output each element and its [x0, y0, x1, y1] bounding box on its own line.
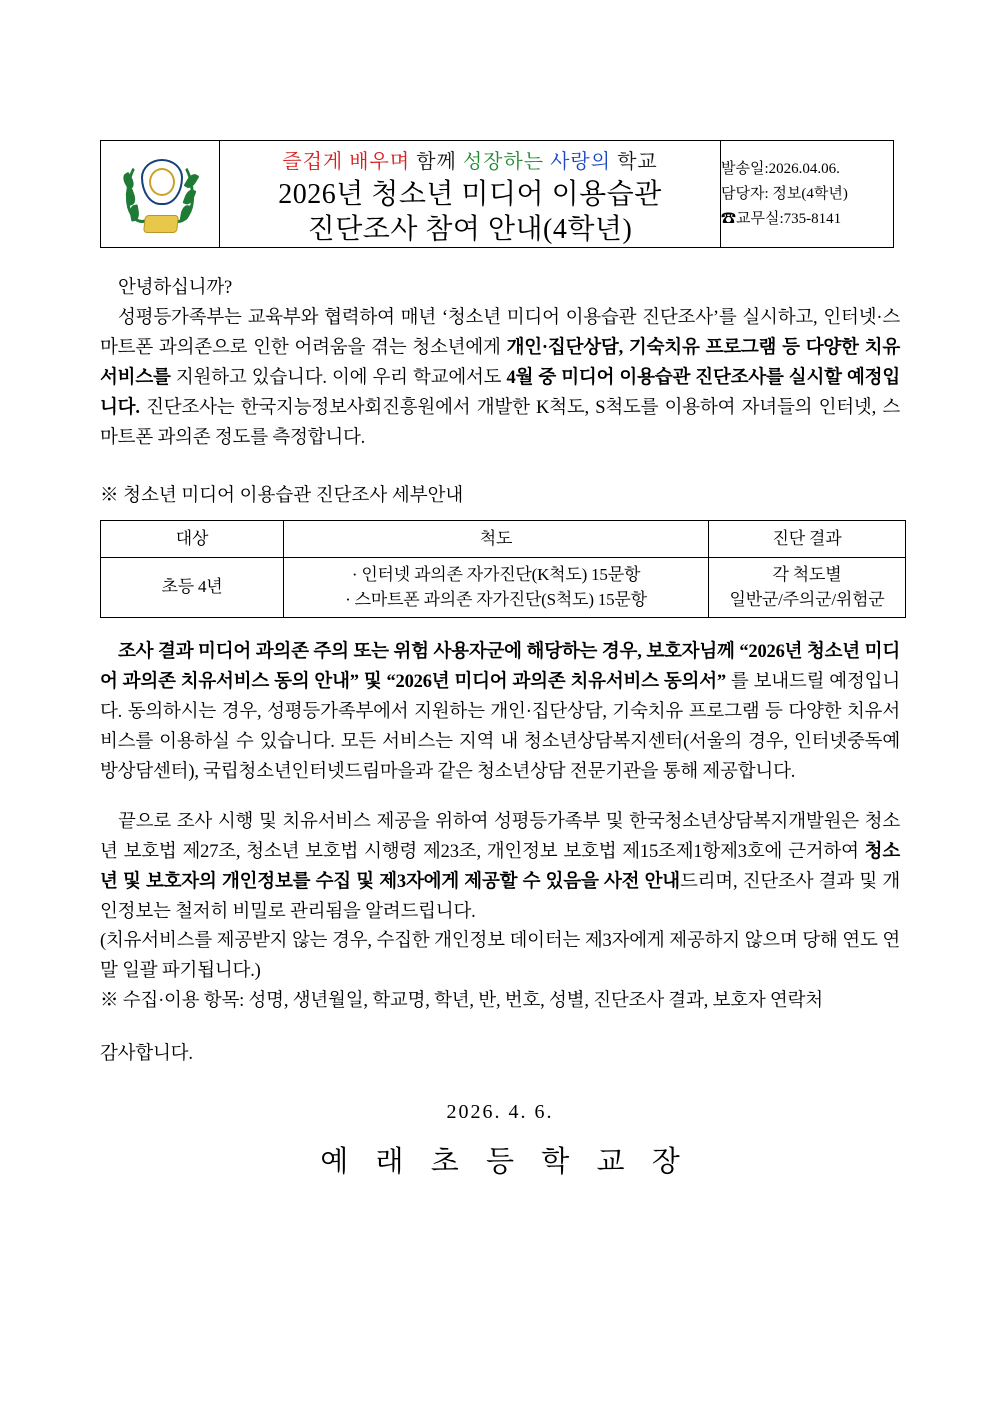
paragraph-1 — [100, 304, 900, 454]
meta-cell — [721, 141, 894, 248]
paragraph-1-text-a: 성평등가족부는 교육부와 협력하여 매년 ‘청소년 미디어 이용습관 진단조사’를 실시하고, 인터넷·스마트폰 과의존으로 인한 어려움을 겪는 청소년에게 — [100, 308, 900, 359]
title-cell — [220, 141, 721, 248]
signature-date: 2026. 4. 6. — [446, 1101, 554, 1124]
scale-item-1: · 인터넷 과의존 자가진단(K척도) 15문항 — [351, 564, 641, 584]
scale-item-2: · 스마트폰 과의존 자가진단(S척도) 15문항 — [345, 590, 647, 610]
cell-target: 초등 4년 — [101, 557, 284, 617]
signature-name: 예 래 초 등 학 교 장 — [320, 1145, 690, 1178]
manager: 담당자: 정보(4학년) — [721, 185, 848, 202]
column-header-result: 진단 결과 — [709, 521, 906, 558]
greeting-paragraph: 안녕하십니까? — [118, 278, 233, 299]
slogan-part-1: 즐겁게 배우며 — [282, 151, 417, 173]
paragraph-1-bold-a: 개인·집단상담, 기숙치유 프로그램 등 다양한 치유서비스를 — [100, 338, 900, 389]
cell-result — [709, 557, 906, 617]
slogan-part-6: 학교 — [617, 151, 658, 173]
paragraph-2 — [100, 638, 900, 788]
paragraph-2-bold-a: 조사 결과 미디어 과의존 주의 또는 위험 사용자군에 해당하는 경우, 보호자님께 “2026년 청소년 미디어 과의존 치유서비스 동의 안내” 및 “2026년 미디어 과의존 치유서비스 동의서” — [100, 641, 900, 692]
emblem-cell — [101, 141, 220, 248]
section-title: ※ 청소년 미디어 이용습관 진단조사 세부안내 — [100, 486, 464, 507]
document-title-line-2: 진단조사 참여 안내(4학년) — [307, 213, 633, 245]
cell-scales — [284, 557, 709, 617]
phone-number: ☎교무실:735-8141 — [721, 210, 842, 227]
column-header-scale: 척도 — [284, 521, 709, 558]
paragraph-1-bold-b: 4월 중 미디어 이용습관 진단조사를 실시할 예정입니다. — [100, 368, 900, 419]
slogan-part-3: 성장하는 — [462, 151, 551, 173]
slogan-part-5: 사랑의 — [550, 151, 618, 173]
school-emblem-icon — [124, 153, 196, 235]
letter-body — [100, 274, 900, 1185]
paragraph-5: ※ 수집·이용 항목: 성명, 생년월일, 학교명, 학년, 반, 번호, 성별, 진단조사 결과, 보호자 연락처 — [100, 990, 823, 1011]
paragraph-3-text-b: 드리며, 진단조사 결과 및 개인정보는 철저히 비밀로 관리됨을 알려드립니다. — [100, 871, 901, 922]
paragraph-3-bold-a: 청소년 및 보호자의 개인정보를 수집 및 제3자에게 제공할 수 있음을 사전 안내 — [100, 841, 900, 892]
table-row — [101, 557, 906, 617]
slogan-part-2: 함께 — [416, 151, 463, 173]
table-header-row — [101, 521, 906, 558]
paragraph-1-text-b: 지원하고 있습니다. 이에 우리 학교에서도 — [170, 368, 507, 389]
paragraph-3-text-a: 끝으로 조사 시행 및 치유서비스 제공을 위하여 성평등가족부 및 한국청소년상담복지개발원은 청소년 보호법 제27조, 청소년 보호법 시행령 제23조, 개인정보 보호법 제15조제1항제3호에 근거하여 — [100, 811, 900, 862]
send-date: 발송일:2026.04.06. — [721, 161, 840, 178]
letterhead-table — [100, 140, 894, 248]
paragraph-1-text-c: 진단조사는 한국지능정보사회진흥원에서 개발한 K척도, S척도를 이용하여 자녀들의 인터넷, 스마트폰 과의존 정도를 측정합니다. — [100, 398, 900, 449]
survey-detail-table — [100, 520, 906, 618]
paragraph-3 — [100, 808, 900, 928]
school-slogan — [220, 145, 720, 174]
closing-thanks: 감사합니다. — [100, 1044, 193, 1065]
result-line-2: 일반군/주의군/위험군 — [729, 590, 885, 610]
column-header-target: 대상 — [101, 521, 284, 558]
paragraph-2-text-a: 를 보내드릴 예정입니다. 동의하시는 경우, 성평등가족부에서 지원하는 개인·집단상담, 기숙치유 프로그램 등 다양한 치유서비스를 이용하실 수 있습니다. 모든 서비스는 지역 내 청소년상담복지센터(서울의 경우, 인터넷중독예방상담센터), 국립청소년인터넷드림마을과 같은 청소년상담 전문기관을 통해 제공합니다. — [100, 671, 900, 782]
result-line-1: 각 척도별 — [772, 564, 842, 584]
paragraph-4: (치유서비스를 제공받지 않는 경우, 수집한 개인정보 데이터는 제3자에게 제공하지 않으며 당해 연도 연말 일괄 파기됩니다.) — [100, 931, 900, 982]
document-title-line-1: 2026년 청소년 미디어 이용습관 — [278, 179, 662, 210]
